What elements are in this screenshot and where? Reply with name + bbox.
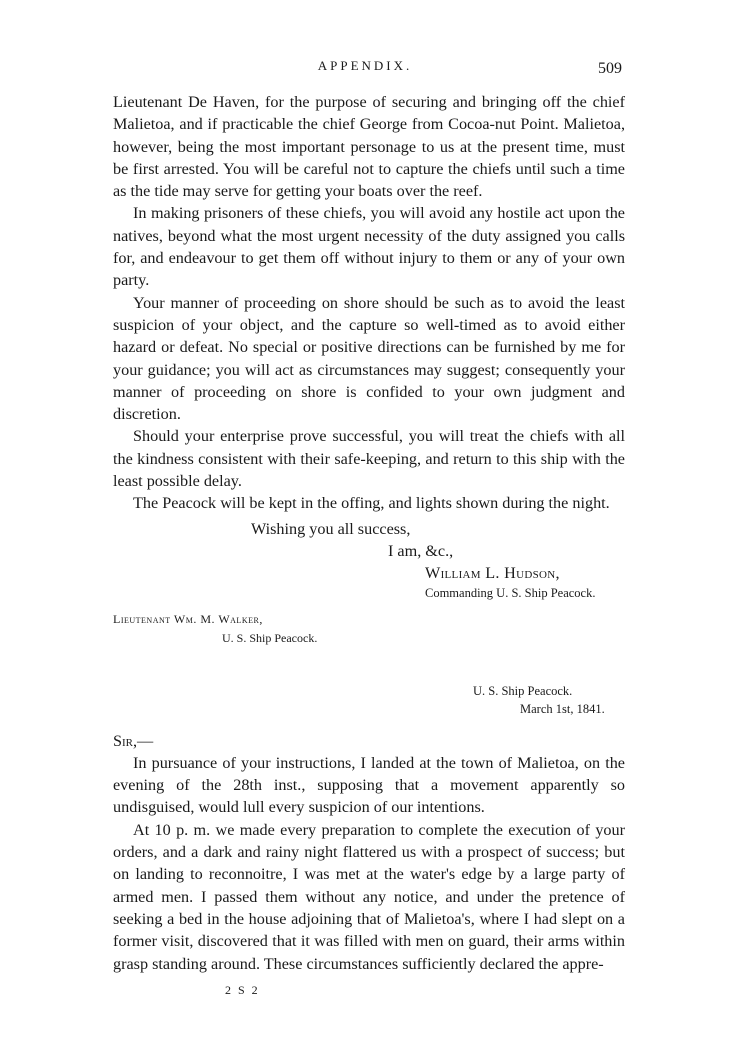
letter-heading xyxy=(113,682,625,718)
paragraph: Should your enterprise prove successful, you will treat the chiefs with all the kindness consistent with their safe-keeping, and return to this ship with the least possible delay. xyxy=(113,427,625,491)
signature-mark: 2 S 2 xyxy=(225,983,260,997)
closing-line: I am, &c., xyxy=(388,541,454,560)
signer-title: Commanding U. S. Ship Peacock. xyxy=(425,585,596,600)
letter-place: U. S. Ship Peacock. xyxy=(473,683,573,698)
addressee-block xyxy=(113,610,625,648)
signer-name: William L. Hudson, xyxy=(425,564,560,583)
addressee-ship: U. S. Ship Peacock. xyxy=(222,630,318,645)
closing-line: Wishing you all success, xyxy=(251,519,411,538)
paragraph: Lieutenant De Haven, for the purpose of securing and bringing off the chief Malietoa, and if practicable the chief George from Cocoa-nut Point. Malietoa, however, being the most important personage to us at the present time, must be first arrested. You will be careful not to capture the chiefs until such a time as the tide may serve for getting your boats over the reef. xyxy=(113,93,625,201)
paragraph: In making prisoners of these chiefs, you will avoid any hostile act upon the natives, beyond what the most urgent necessity of the duty assigned you calls for, and endeavour to get them off without injury to them or any of your own party. xyxy=(113,204,625,290)
page-number: 509 xyxy=(598,60,622,77)
addressee-name: Lieutenant Wm. M. Walker, xyxy=(113,611,263,626)
running-head xyxy=(0,54,750,78)
paragraph: The Peacock will be kept in the offing, and lights shown during the night. xyxy=(133,494,610,513)
letter-date: March 1st, 1841. xyxy=(520,701,605,716)
body-text xyxy=(113,91,625,975)
paragraph: Your manner of proceeding on shore should be such as to avoid the least suspicion of your object, and the capture so well-timed as to avoid either hazard or defeat. No special or positive directions can be furnished by me for your guidance; you will act as circumstances may suggest; consequently your manner of proceeding on shore is confided to your own judgment and discretion. xyxy=(113,293,625,424)
running-head-title: APPENDIX. xyxy=(317,58,413,73)
paragraph: At 10 p. m. we made every preparation to complete the execution of your orders, and a dark and rainy night flattered us with a prospect of success; but on landing to reconnoitre, I was met at the water's edge by a large party of armed men. I passed them without any notice, and under the pretence of seeking a bed in the house adjoining that of Malietoa's, where I had slept on a former visit, discovered that it was filled with men on guard, their arms within grasp standing around. These circumstances sufficiently declared the appre- xyxy=(113,820,625,973)
salutation: Sir,— xyxy=(113,731,154,750)
paragraph: In pursuance of your instructions, I landed at the town of Malietoa, on the evening of the 28th inst., supposing that a movement apparently so undisguised, would lull every suspicion of our intentions. xyxy=(113,753,625,817)
